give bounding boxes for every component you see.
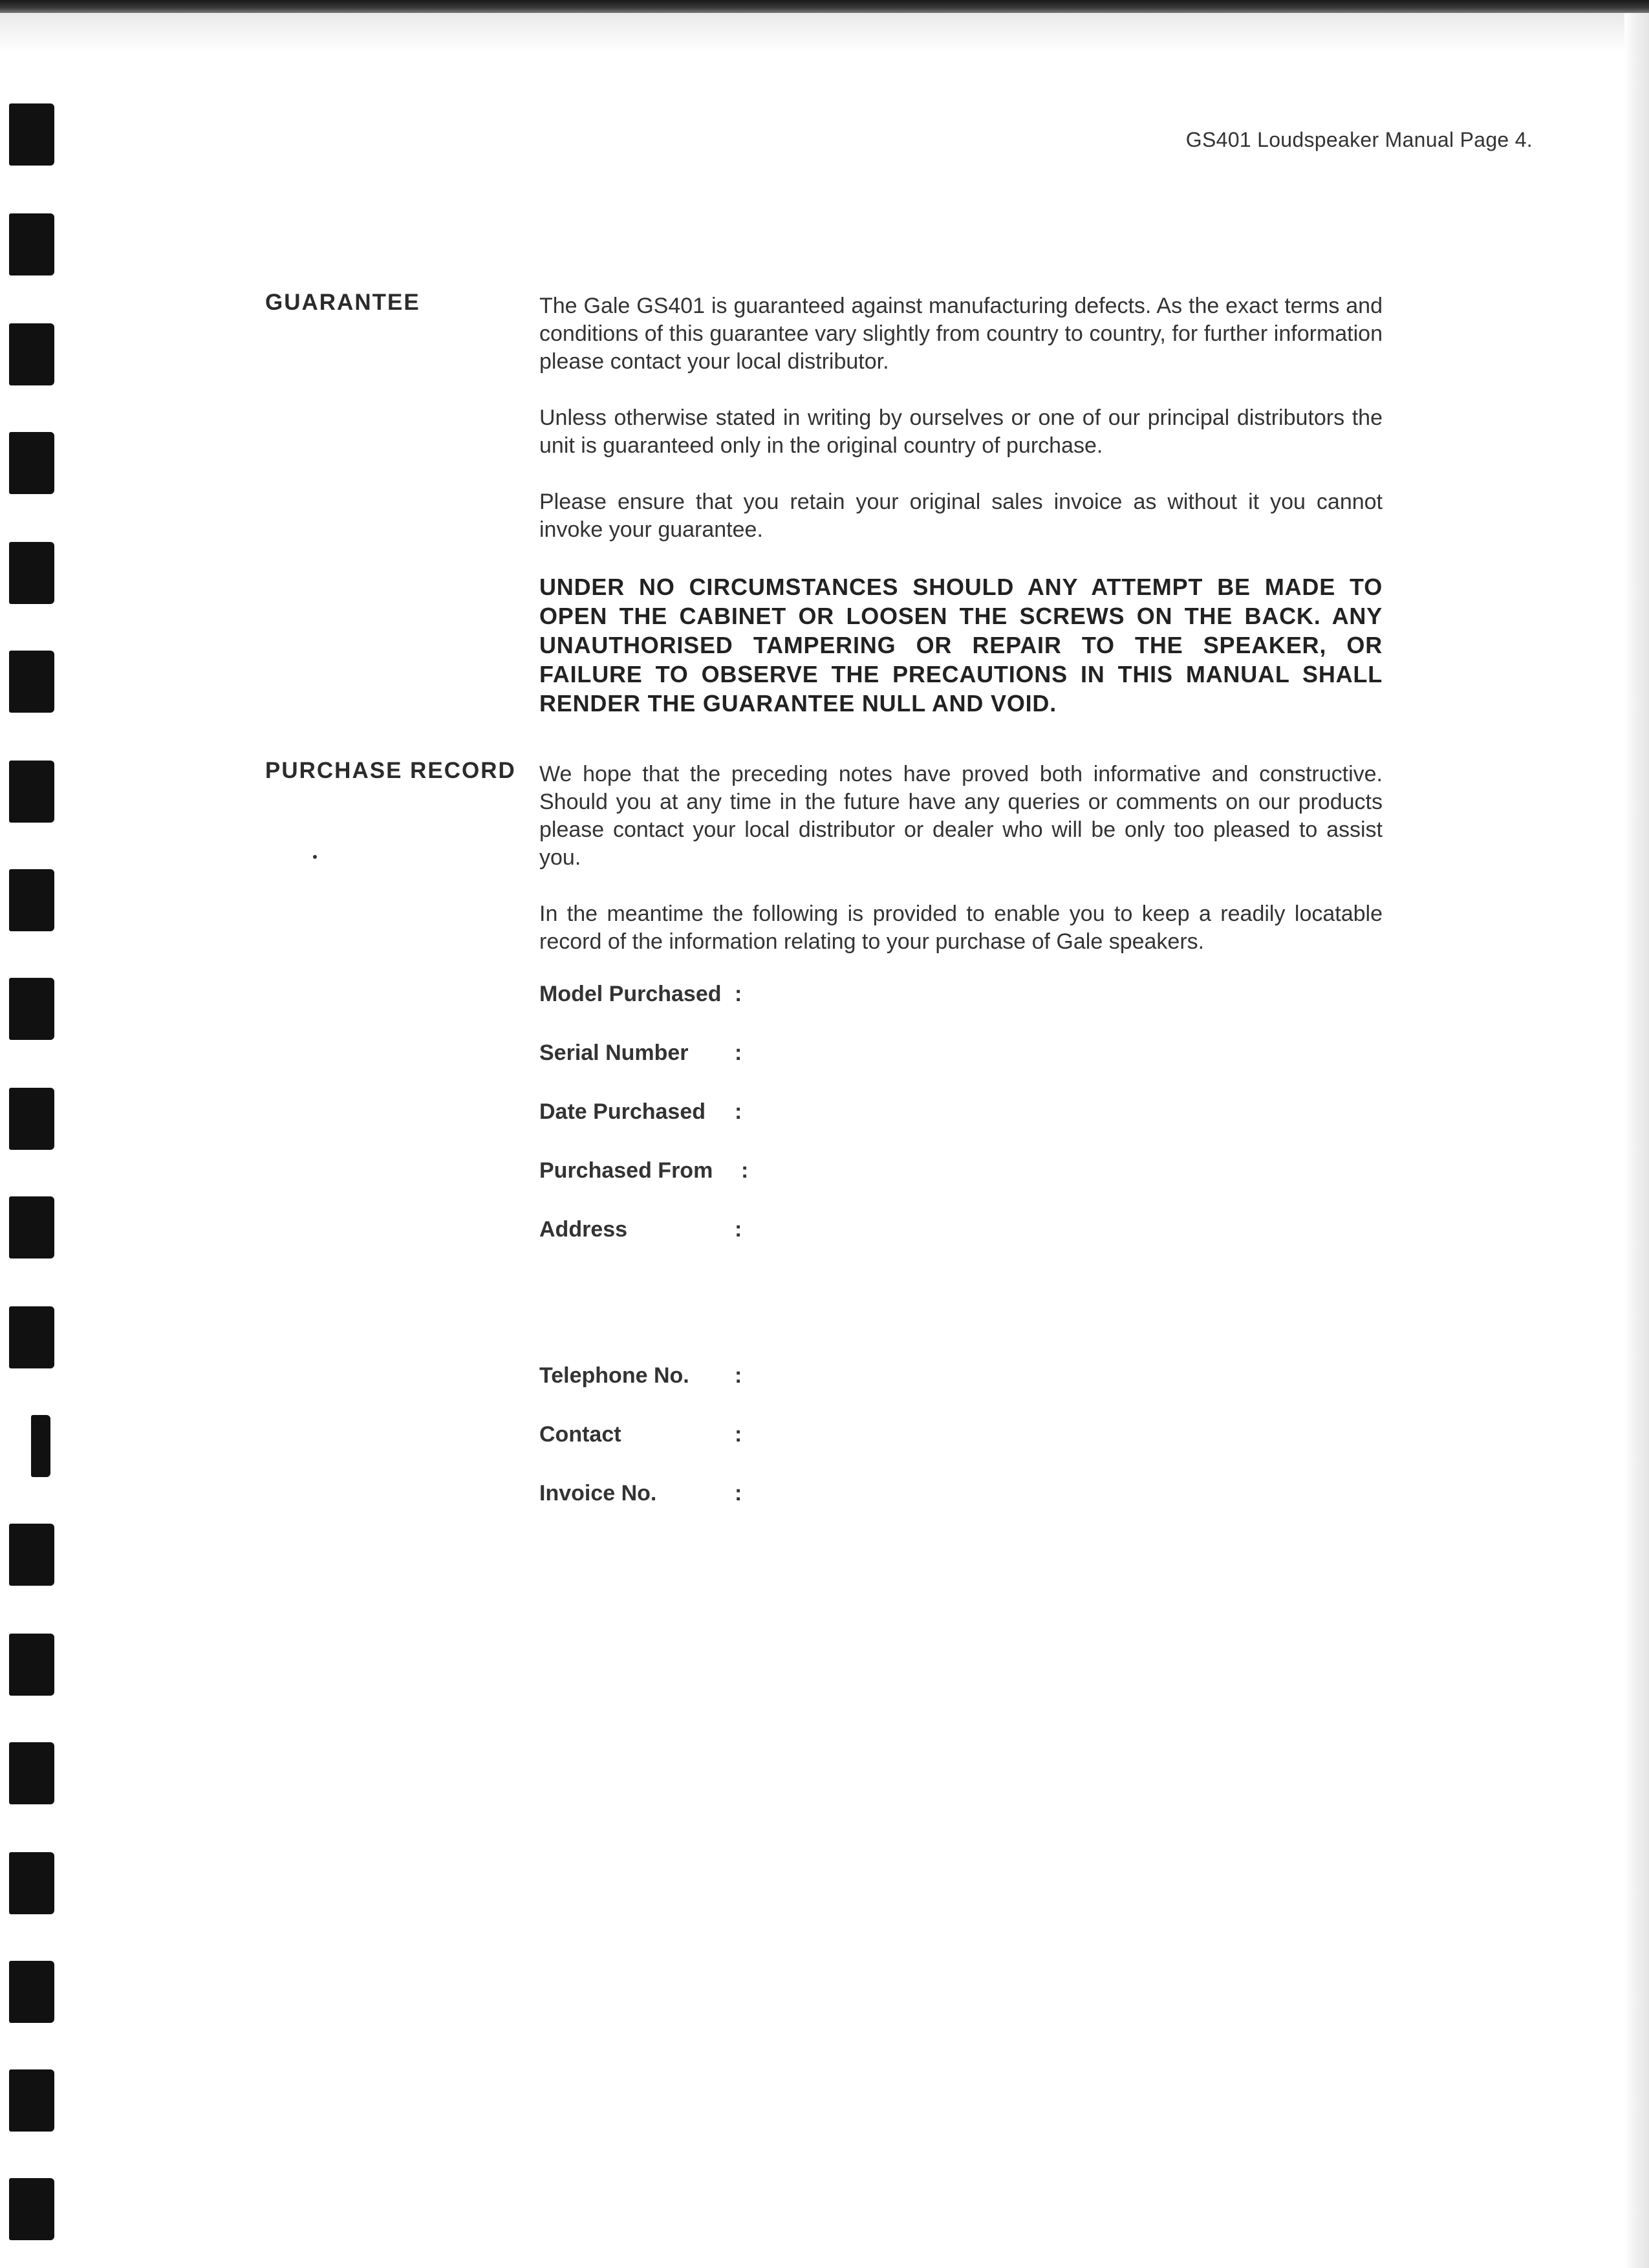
binding-hole: [9, 1634, 54, 1696]
field-separator: :: [735, 1481, 742, 1506]
purchase-record-heading: PURCHASE RECORD: [265, 758, 516, 783]
binding-hole: [9, 103, 54, 166]
guarantee-paragraph: The Gale GS401 is guaranteed against manufacturing defects. As the exact terms and conditions of this guarantee vary slightly from country to country, for further information please contact your local distributor.: [539, 294, 1383, 374]
field-label: Telephone No.: [539, 1363, 689, 1388]
purchase-record-body: [539, 761, 1383, 1540]
binding-hole: [9, 1852, 54, 1914]
binding-hole: [9, 213, 54, 275]
record-field-contact: [539, 1422, 1383, 1481]
binding-hole: [9, 323, 54, 385]
binding-hole: [9, 432, 54, 494]
binding-hole: [9, 1742, 54, 1804]
binding-hole: [9, 1961, 54, 2023]
record-field-model-purchased: [539, 982, 1383, 1041]
field-label: Purchased From: [539, 1158, 713, 1183]
scan-right-edge: [1624, 13, 1649, 2268]
field-separator: :: [735, 1422, 742, 1447]
field-label: Contact: [539, 1422, 621, 1447]
binding-hole: [9, 761, 54, 823]
field-separator: :: [735, 982, 742, 1006]
scan-top-shadow: [0, 13, 1649, 52]
binding-hole: [31, 1415, 50, 1477]
purchase-record-paragraph: In the meantime the following is provided to enable you to keep a readily locatable record of the information relating to your purchase of Gale speakers.: [539, 902, 1383, 954]
field-separator: :: [741, 1158, 749, 1183]
guarantee-body: [539, 292, 1383, 718]
page-header: GS401 Loudspeaker Manual Page 4.: [1185, 128, 1533, 151]
field-label: Serial Number: [539, 1041, 689, 1065]
record-field-address: [539, 1217, 1383, 1276]
record-field-serial-number: [539, 1041, 1383, 1099]
purchase-record-paragraph: We hope that the preceding notes have proved both informative and constructive. Should you at any time in the future have any queries or comments on our products please contact your local distributor or dealer who will be only too pleased to assist you.: [539, 762, 1383, 870]
guarantee-warning: UNDER NO CIRCUMSTANCES SHOULD ANY ATTEMPT BE MADE TO OPEN THE CABINET OR LOOSEN THE SCREWS ON THE BACK. ANY UNAUTHORISED TAMPERING OR REPAIR TO THE SPEAKER, OR FAILURE TO OBSERVE THE PRECAUTIONS IN THIS MANUAL SHALL RENDER THE GUARANTEE NULL AND VOID.: [539, 574, 1383, 717]
field-separator: :: [735, 1041, 742, 1065]
record-field-purchased-from: [539, 1158, 1383, 1217]
record-field-invoice-no: [539, 1481, 1383, 1540]
binding-hole: [9, 1088, 54, 1150]
binding-hole: [9, 651, 54, 713]
binding-hole: [9, 2069, 54, 2132]
scan-top-edge: [0, 0, 1649, 13]
binding-hole: [9, 2178, 54, 2240]
guarantee-paragraph: Unless otherwise stated in writing by ourselves or one of our principal distributors the unit is guaranteed only in the original country of purchase.: [539, 405, 1383, 458]
binding-hole: [9, 542, 54, 604]
binding-hole: [9, 978, 54, 1040]
field-separator: :: [735, 1217, 742, 1242]
field-label: Date Purchased: [539, 1099, 706, 1124]
field-label: Address: [539, 1217, 628, 1242]
record-field-date-purchased: [539, 1099, 1383, 1158]
stray-mark: [313, 855, 317, 859]
field-label: Invoice No.: [539, 1481, 657, 1506]
guarantee-paragraph: Please ensure that you retain your original sales invoice as without it you cannot invoke your guarantee.: [539, 490, 1383, 542]
address-blank-space: [539, 1276, 1383, 1363]
binding-hole: [9, 869, 54, 931]
binding-hole: [9, 1196, 54, 1258]
field-separator: :: [735, 1099, 742, 1124]
field-label: Model Purchased: [539, 982, 722, 1006]
binding-hole: [9, 1524, 54, 1586]
record-field-telephone: [539, 1363, 1383, 1422]
field-separator: :: [735, 1363, 742, 1388]
guarantee-heading: GUARANTEE: [265, 290, 420, 315]
comb-binding: [0, 0, 61, 2268]
binding-hole: [9, 1306, 54, 1368]
